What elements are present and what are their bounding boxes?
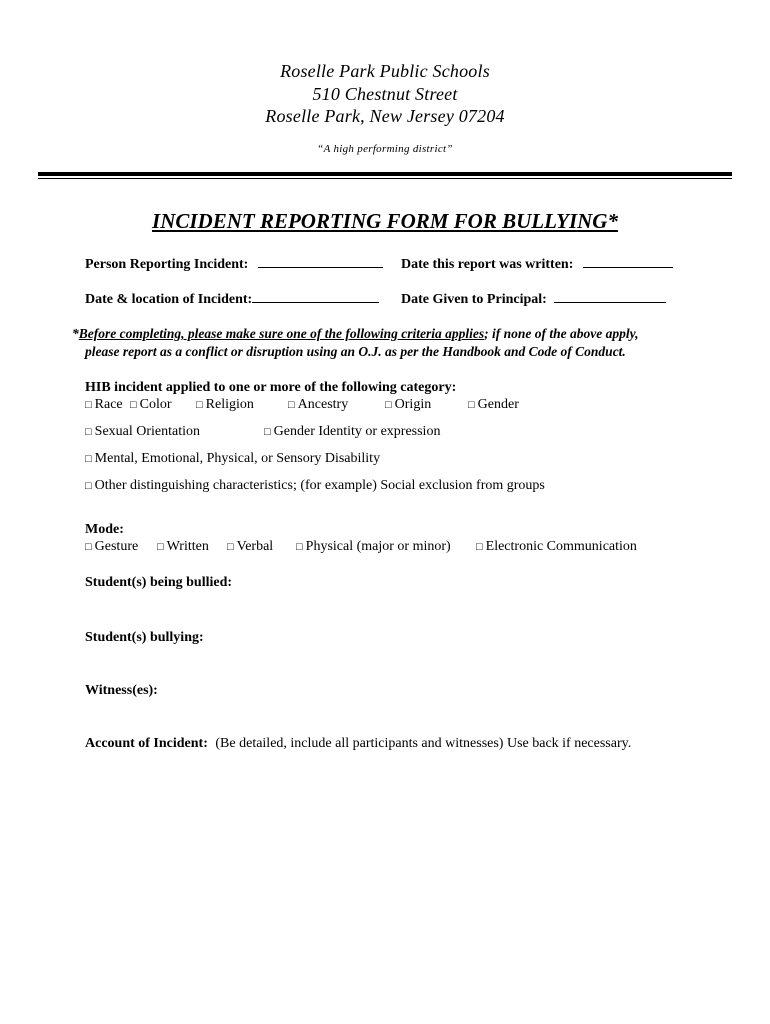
checkbox-sexual-orientation[interactable] [85, 424, 200, 440]
school-tagline: “A high performing district” [317, 143, 453, 155]
checkbox-label: Gender Identity or expression [273, 424, 441, 439]
checkbox-disability[interactable] [85, 451, 380, 467]
checkbox-electronic[interactable] [476, 539, 637, 555]
checkbox-icon: □ [227, 541, 234, 553]
account-label: Account of Incident: [85, 736, 208, 751]
checkbox-label: Written [166, 539, 209, 554]
checkbox-gesture[interactable] [85, 539, 138, 555]
date-location-label: Date & location of Incident: [85, 292, 253, 307]
date-given-label: Date Given to Principal: [401, 292, 547, 307]
checkbox-label: Electronic Communication [485, 539, 637, 554]
checkbox-label: Gesture [94, 539, 139, 554]
students-bullied-label: Student(s) being bullied: [85, 575, 233, 590]
checkbox-gender-identity[interactable] [264, 424, 440, 440]
checkbox-ancestry[interactable] [288, 397, 348, 413]
account-of-incident [85, 736, 631, 752]
checkbox-origin[interactable] [385, 397, 431, 413]
checkbox-race[interactable] [85, 397, 123, 413]
checkbox-label: Verbal [236, 539, 274, 554]
form-title: INCIDENT REPORTING FORM FOR BULLYING* [152, 209, 618, 233]
checkbox-icon: □ [157, 541, 164, 553]
date-location-blank[interactable] [252, 290, 379, 303]
header-rule-thin [38, 178, 732, 179]
checkbox-label: Sexual Orientation [94, 424, 201, 439]
header-rule-thick [38, 172, 732, 176]
checkbox-verbal[interactable] [227, 539, 273, 555]
checkbox-icon: □ [130, 399, 137, 411]
person-reporting-blank[interactable] [258, 255, 383, 268]
date-location-field [85, 290, 379, 308]
checkbox-label: Religion [205, 397, 254, 412]
checkbox-icon: □ [85, 453, 92, 465]
checkbox-color[interactable] [130, 397, 172, 413]
date-written-label: Date this report was written: [401, 257, 574, 272]
checkbox-icon: □ [385, 399, 392, 411]
checkbox-icon: □ [196, 399, 203, 411]
checkbox-gender[interactable] [468, 397, 519, 413]
school-city: Roselle Park, New Jersey 07204 [265, 106, 505, 126]
date-written-field [401, 255, 673, 273]
person-reporting-label: Person Reporting Incident: [85, 257, 249, 272]
checkbox-icon: □ [85, 426, 92, 438]
checkbox-label: Color [139, 397, 172, 412]
date-given-blank[interactable] [554, 290, 666, 303]
checkbox-label: Ancestry [297, 397, 349, 412]
person-reporting-field [85, 255, 383, 273]
criteria-note-line2: please report as a conflict or disruption using an O.J. as per the Handbook and Code of Conduct. [85, 344, 626, 359]
date-given-field [401, 290, 666, 308]
hib-heading: HIB incident applied to one or more of the following category: [85, 380, 457, 395]
checkbox-religion[interactable] [196, 397, 254, 413]
criteria-underlined: Before completing, please make sure one of the following criteria applies [78, 326, 485, 341]
criteria-note-line1 [72, 326, 638, 342]
checkbox-label: Mental, Emotional, Physical, or Sensory Disability [94, 451, 381, 466]
students-bullying-label: Student(s) bullying: [85, 630, 204, 645]
checkbox-other[interactable] [85, 478, 545, 494]
checkbox-label: Gender [477, 397, 519, 412]
checkbox-icon: □ [468, 399, 475, 411]
mode-heading: Mode: [85, 522, 124, 537]
checkbox-icon: □ [288, 399, 295, 411]
checkbox-icon: □ [264, 426, 271, 438]
criteria-star: * [72, 326, 79, 341]
checkbox-icon: □ [85, 399, 92, 411]
checkbox-written[interactable] [157, 539, 209, 555]
witnesses-label: Witness(es): [85, 683, 158, 698]
checkbox-label: Other distinguishing characteristics; (for example) Social exclusion from groups [94, 478, 545, 493]
checkbox-icon: □ [85, 480, 92, 492]
date-written-blank[interactable] [583, 255, 673, 268]
checkbox-icon: □ [85, 541, 92, 553]
checkbox-icon: □ [476, 541, 483, 553]
checkbox-label: Physical (major or minor) [305, 539, 451, 554]
criteria-rest: ; if none of the above apply, [484, 326, 639, 341]
checkbox-icon: □ [296, 541, 303, 553]
checkbox-physical[interactable] [296, 539, 451, 555]
school-street: 510 Chestnut Street [312, 84, 458, 104]
checkbox-label: Origin [394, 397, 432, 412]
school-name: Roselle Park Public Schools [280, 61, 490, 81]
account-note: (Be detailed, include all participants and witnesses) Use back if necessary. [215, 736, 632, 751]
checkbox-label: Race [94, 397, 123, 412]
